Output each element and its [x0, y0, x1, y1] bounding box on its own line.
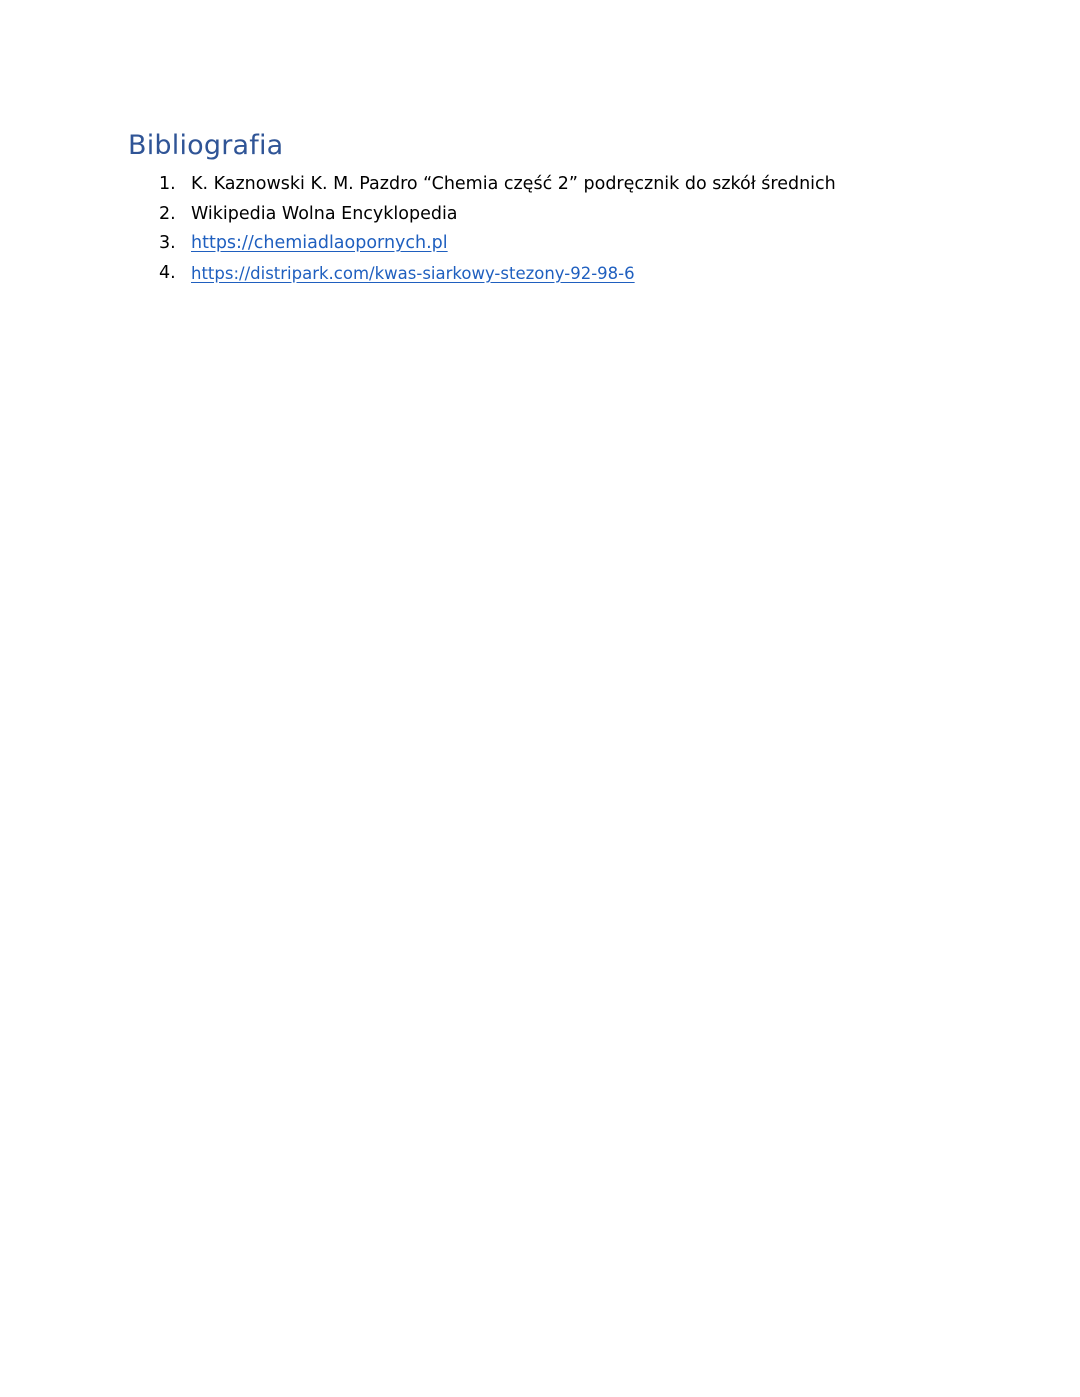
page-title: Bibliografia [128, 130, 284, 161]
reference-link[interactable]: https://chemiadlaopornych.pl [191, 233, 448, 253]
list-item [150, 229, 1050, 259]
list-item-number: 2. [159, 203, 176, 224]
list-item-number: 4. [159, 262, 176, 283]
list-item-number: 1. [159, 174, 176, 194]
list-item [150, 200, 1050, 230]
reference-link[interactable]: https://distripark.com/kwas-siarkowy-stezony-92-98-6 [191, 263, 635, 283]
reference-text: K. Kaznowski K. M. Pazdro “Chemia część 2” podręcznik do szkół średnich [191, 174, 836, 194]
list-item [150, 170, 1050, 200]
list-item-number: 3. [159, 233, 176, 253]
reference-text: Wikipedia Wolna Encyklopedia [191, 203, 458, 224]
list-item [150, 259, 1050, 289]
bibliography-list [150, 170, 1050, 288]
